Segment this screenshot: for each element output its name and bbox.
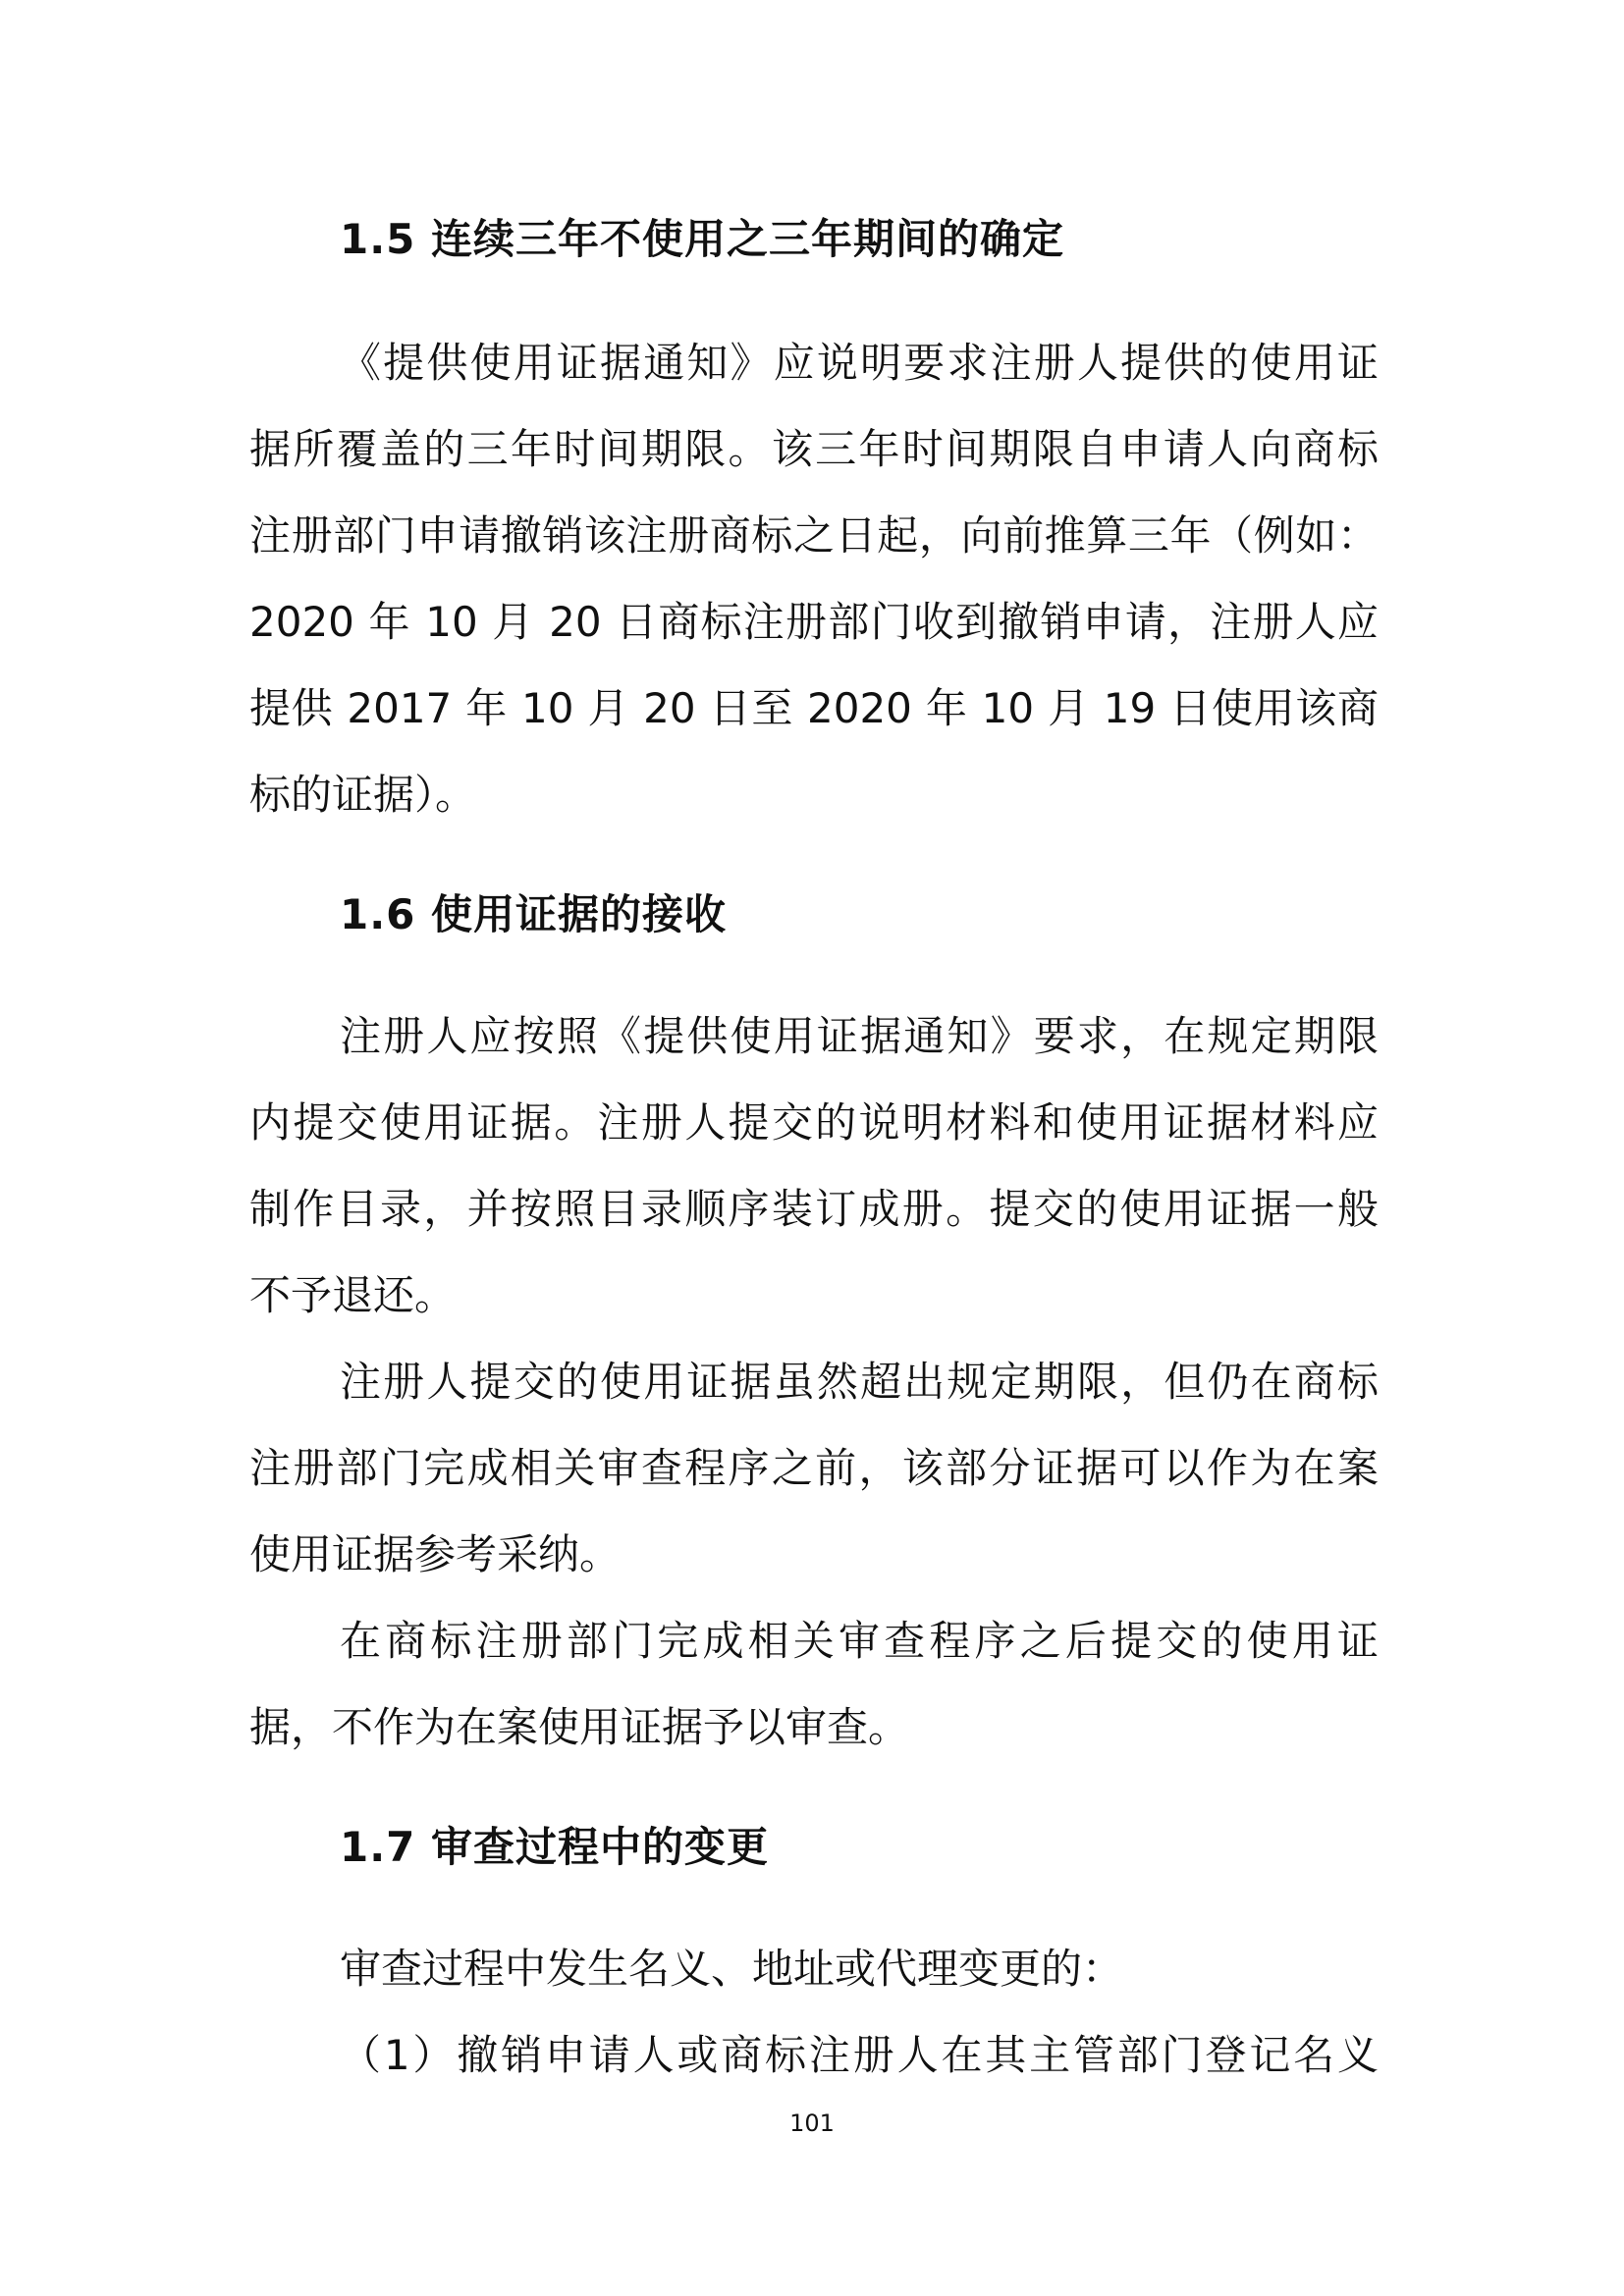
paragraph-line: 使用证据参考采纳。 bbox=[249, 1530, 622, 1578]
paragraph-line: 据所覆盖的三年时间期限。该三年时间期限自申请人向商标 bbox=[249, 425, 1379, 473]
section-heading-1-5: 1.5 连续三年不使用之三年期间的确定 bbox=[340, 215, 1065, 263]
paragraph-line: 制作目录，并按照目录顺序装订成册。提交的使用证据一般 bbox=[249, 1185, 1379, 1233]
paragraph-line: 据，不作为在案使用证据予以审查。 bbox=[249, 1703, 910, 1751]
paragraph-line: 注册人提交的使用证据虽然超出规定期限，但仍在商标 bbox=[340, 1358, 1379, 1406]
paragraph-line: 注册部门申请撤销该注册商标之日起，向前推算三年（例如： bbox=[249, 511, 1379, 560]
paragraph-line: （1）撤销申请人或商标注册人在其主管部门登记名义 bbox=[340, 2031, 1379, 2079]
section-heading-1-6: 1.6 使用证据的接收 bbox=[340, 890, 728, 938]
paragraph-line: 注册人应按照《提供使用证据通知》要求，在规定期限 bbox=[340, 1012, 1379, 1060]
paragraph-line: 不予退还。 bbox=[249, 1271, 457, 1319]
page-number: 101 bbox=[789, 2109, 835, 2137]
paragraph-line: 内提交使用证据。注册人提交的说明材料和使用证据材料应 bbox=[249, 1098, 1379, 1147]
paragraph-line: 在商标注册部门完成相关审查程序之后提交的使用证 bbox=[340, 1617, 1379, 1665]
section-heading-1-7: 1.7 审查过程中的变更 bbox=[340, 1823, 770, 1871]
paragraph-line: 标的证据）。 bbox=[249, 771, 477, 819]
paragraph-line: 《提供使用证据通知》应说明要求注册人提供的使用证 bbox=[340, 339, 1379, 387]
paragraph-line: 注册部门完成相关审查程序之前，该部分证据可以作为在案 bbox=[249, 1444, 1379, 1492]
paragraph-line: 提供 2017 年 10 月 20 日至 2020 年 10 月 19 日使用该商 bbox=[249, 684, 1379, 732]
paragraph-line: 2020 年 10 月 20 日商标注册部门收到撤销申请，注册人应 bbox=[249, 598, 1379, 646]
paragraph-line: 审查过程中发生名义、地址或代理变更的： bbox=[340, 1945, 1124, 1993]
